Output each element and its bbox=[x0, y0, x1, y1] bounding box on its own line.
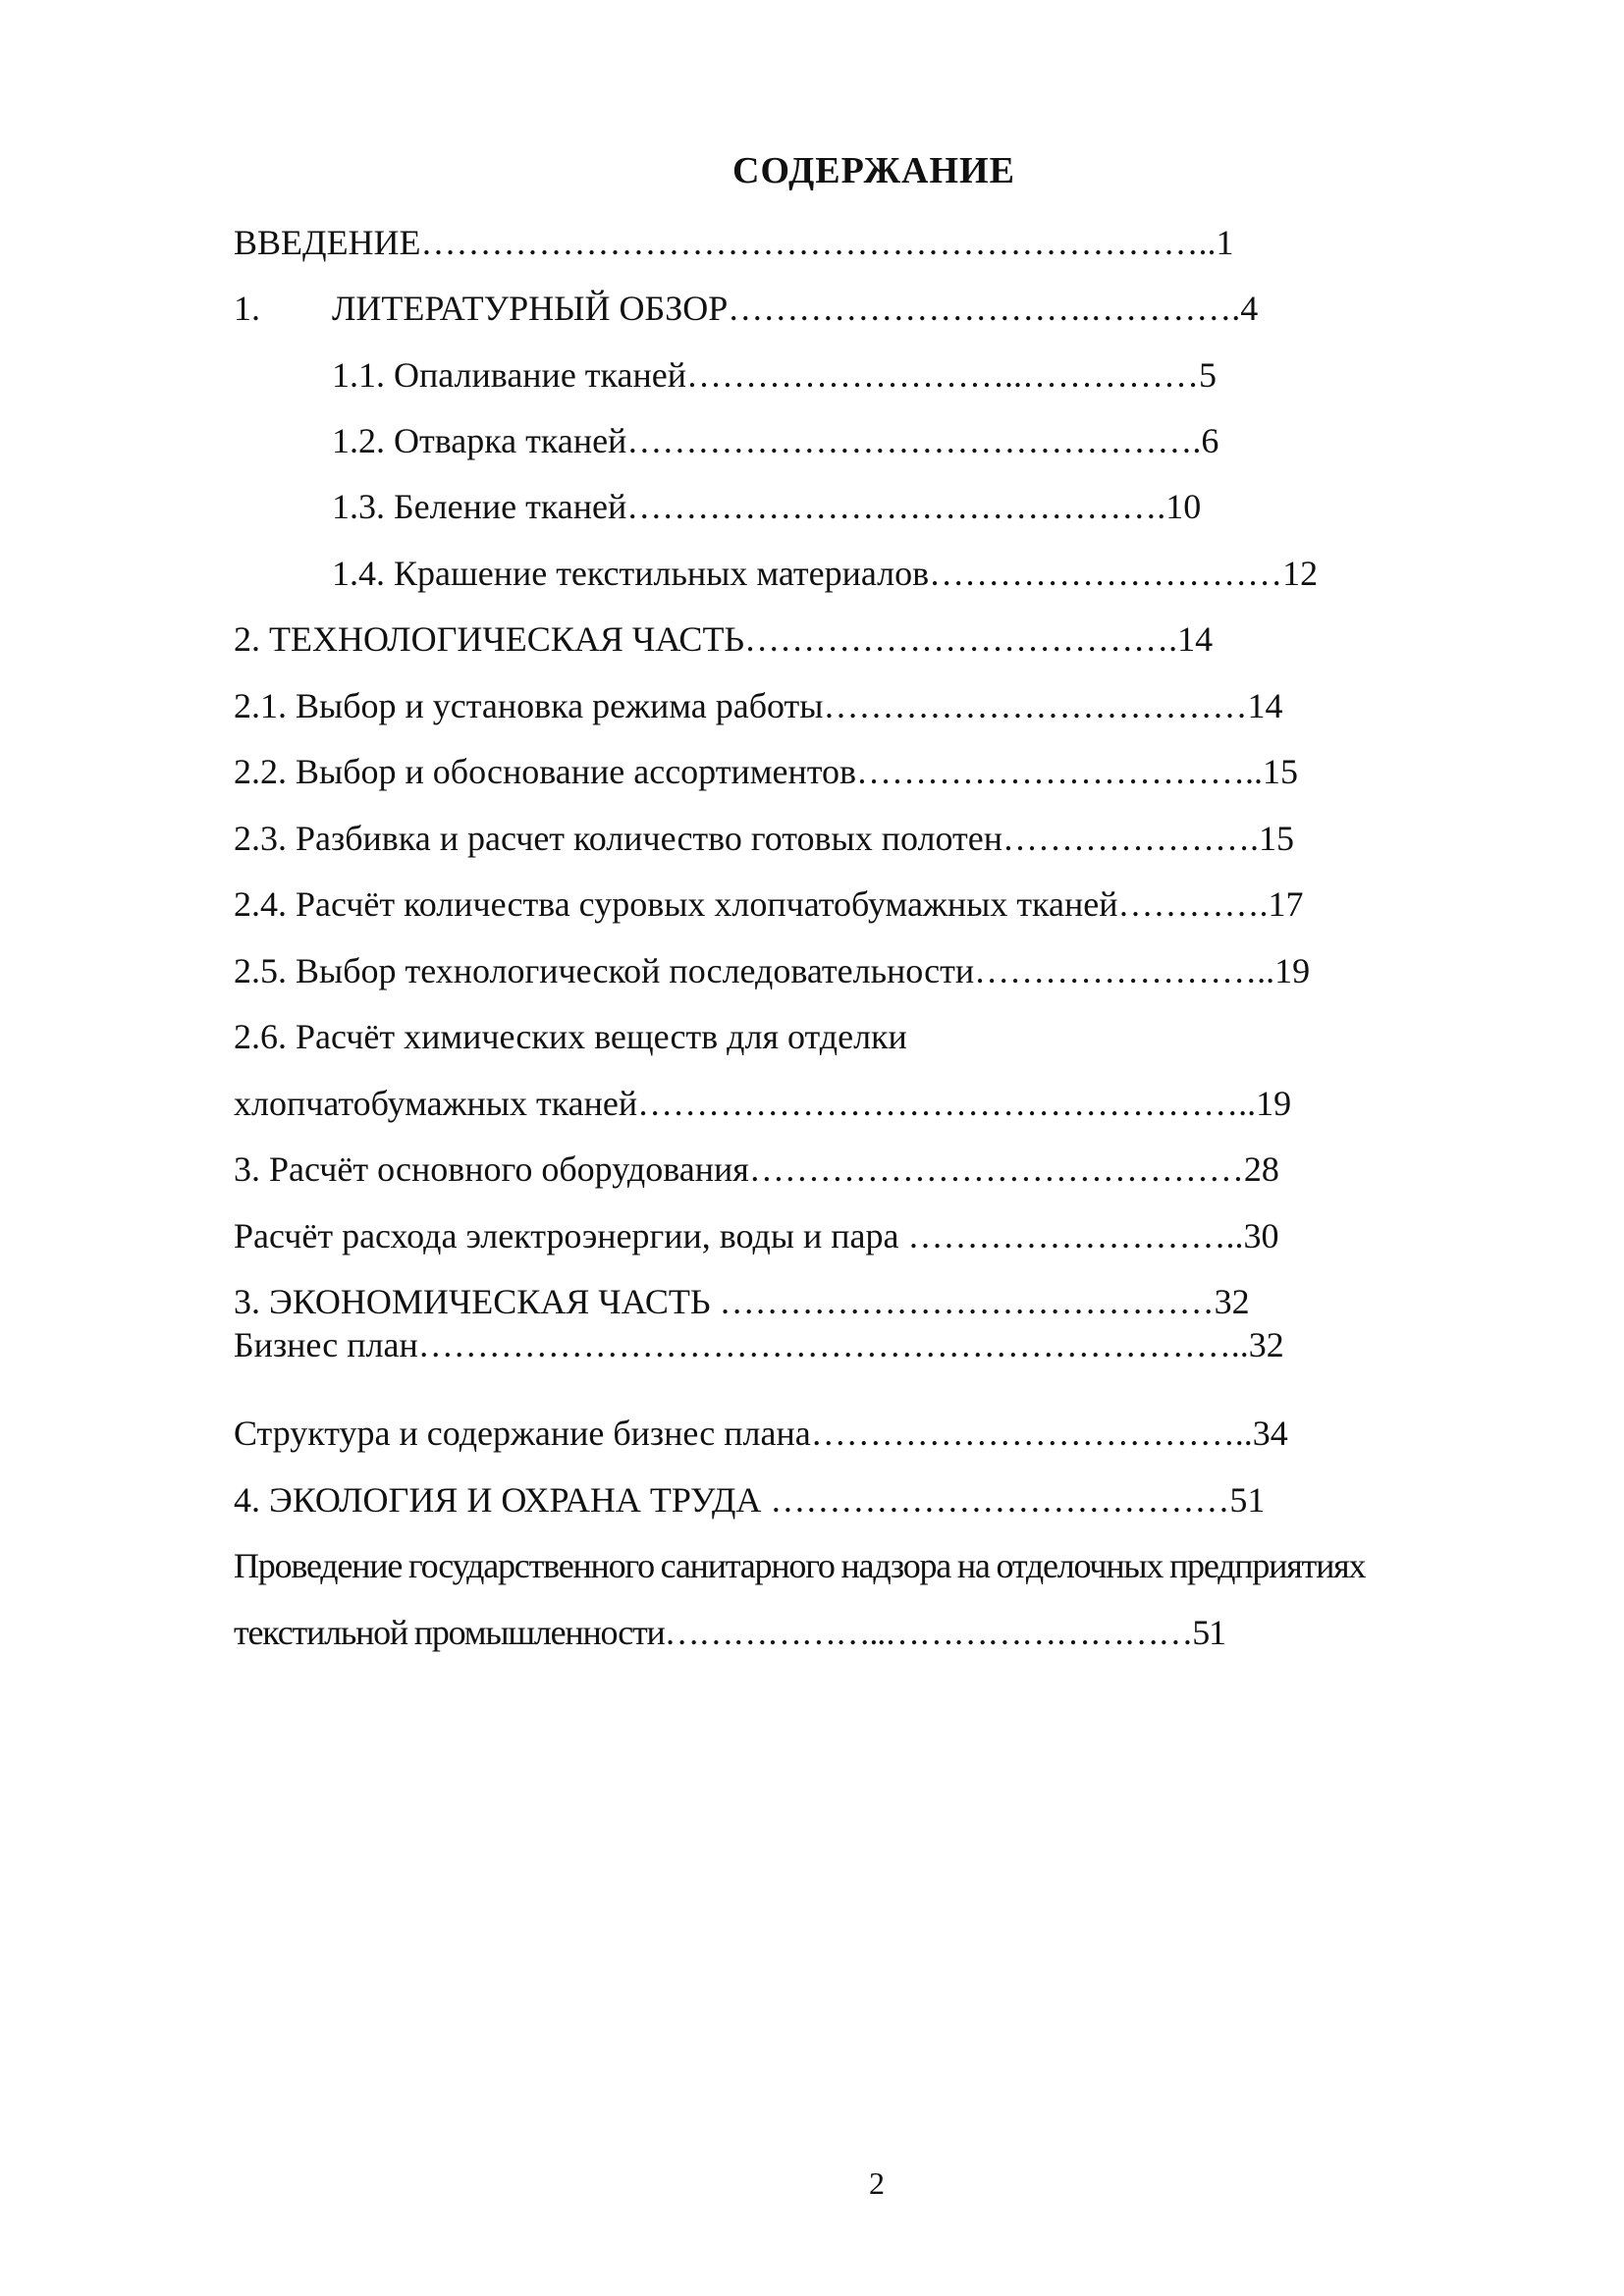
toc-entry-2-6-continued bbox=[234, 1082, 1291, 1125]
toc-entry-equipment-calculation bbox=[234, 1148, 1279, 1191]
toc-entry-2-2 bbox=[234, 750, 1298, 793]
toc-entry-text: ВВЕДЕНИЕ…………………………………………………………..1 bbox=[234, 223, 1234, 262]
toc-entry-text: 2.1. Выбор и установка режима работы………………………………14 bbox=[234, 686, 1283, 725]
toc-entry-text: 3. ЭКОНОМИЧЕСКАЯ ЧАСТЬ ……………………………………32 bbox=[234, 1282, 1250, 1321]
toc-entry-text: Расчёт расхода электроэнергии, воды и пара ………………………..30 bbox=[234, 1216, 1279, 1255]
page-number: 2 bbox=[869, 2165, 885, 2201]
toc-entry-text: ЛИТЕРАТУРНЫЙ ОБЗОР………………………….………….4 bbox=[332, 289, 1259, 328]
toc-entry-text: 1.4. Крашение текстильных материалов…………………………12 bbox=[332, 554, 1319, 593]
toc-entry-ecology bbox=[234, 1478, 1265, 1522]
toc-entry-text: текстильной промышленности………………..………………………51 bbox=[234, 1613, 1225, 1652]
toc-entry-text: 2.3. Разбивка и расчет количество готовых полотен………………….15 bbox=[234, 819, 1294, 858]
toc-entry-text: 1.2. Отварка тканей………………………………………….6 bbox=[332, 421, 1219, 460]
toc-entry-2-6 bbox=[234, 1015, 907, 1058]
toc-entry-text: 1.3. Беление тканей……………………………………….10 bbox=[332, 487, 1202, 526]
toc-entry-scouring bbox=[332, 419, 1218, 462]
toc-entry-economic-part bbox=[234, 1280, 1250, 1323]
toc-entry-introduction bbox=[234, 221, 1234, 264]
toc-entry-resource-consumption bbox=[234, 1214, 1279, 1257]
toc-entry-literature-review bbox=[234, 287, 1258, 330]
toc-entry-text: 2. ТЕХНОЛОГИЧЕСКАЯ ЧАСТЬ……………………………….14 bbox=[234, 619, 1214, 659]
toc-entry-business-plan bbox=[234, 1323, 1284, 1366]
toc-entry-sanitary-supervision bbox=[234, 1544, 1365, 1587]
toc-entry-text: 2.6. Расчёт химических веществ для отделки bbox=[234, 1017, 907, 1056]
toc-entry-number: 1. bbox=[234, 289, 260, 328]
toc-entry-sanitary-supervision-continued bbox=[234, 1611, 1225, 1654]
toc-entry-text: Проведение государственного санитарного надзора на отделочных предприятиях bbox=[234, 1546, 1366, 1585]
toc-entry-text: 4. ЭКОЛОГИЯ И ОХРАНА ТРУДА …………………………………51 bbox=[234, 1480, 1266, 1520]
toc-entry-2-4 bbox=[234, 882, 1304, 926]
toc-entry-2-3 bbox=[234, 817, 1294, 860]
toc-entry-2-5 bbox=[234, 949, 1310, 992]
toc-entry-text: Структура и содержание бизнес плана………………………………..34 bbox=[234, 1414, 1288, 1453]
toc-entry-text: 2.5. Выбор технологической последовательности……………………..19 bbox=[234, 951, 1311, 990]
toc-entry-text: 1.1. Опаливание тканей………………………..……………5 bbox=[332, 355, 1217, 395]
toc-entry-text: 3. Расчёт основного оборудования……………………………………28 bbox=[234, 1149, 1279, 1189]
toc-entry-bleaching bbox=[332, 485, 1201, 528]
toc-entry-business-plan-structure bbox=[234, 1412, 1288, 1455]
toc-entry-text: Бизнес план……………………………………………………………..32 bbox=[234, 1325, 1284, 1364]
toc-entry-technological-part bbox=[234, 617, 1213, 661]
toc-entry-singeing bbox=[332, 353, 1217, 397]
toc-entry-text: 2.2. Выбор и обоснование ассортиментов……………………………..15 bbox=[234, 752, 1298, 791]
toc-entry-2-1 bbox=[234, 684, 1282, 727]
toc-title: СОДЕРЖАНИЕ bbox=[732, 150, 1015, 191]
toc-entry-text: хлопчатобумажных тканей……………………………………………..19 bbox=[234, 1084, 1292, 1123]
toc-entry-text: 2.4. Расчёт количества суровых хлопчатобумажных тканей………….17 bbox=[234, 884, 1304, 924]
toc-entry-dyeing bbox=[332, 552, 1318, 595]
